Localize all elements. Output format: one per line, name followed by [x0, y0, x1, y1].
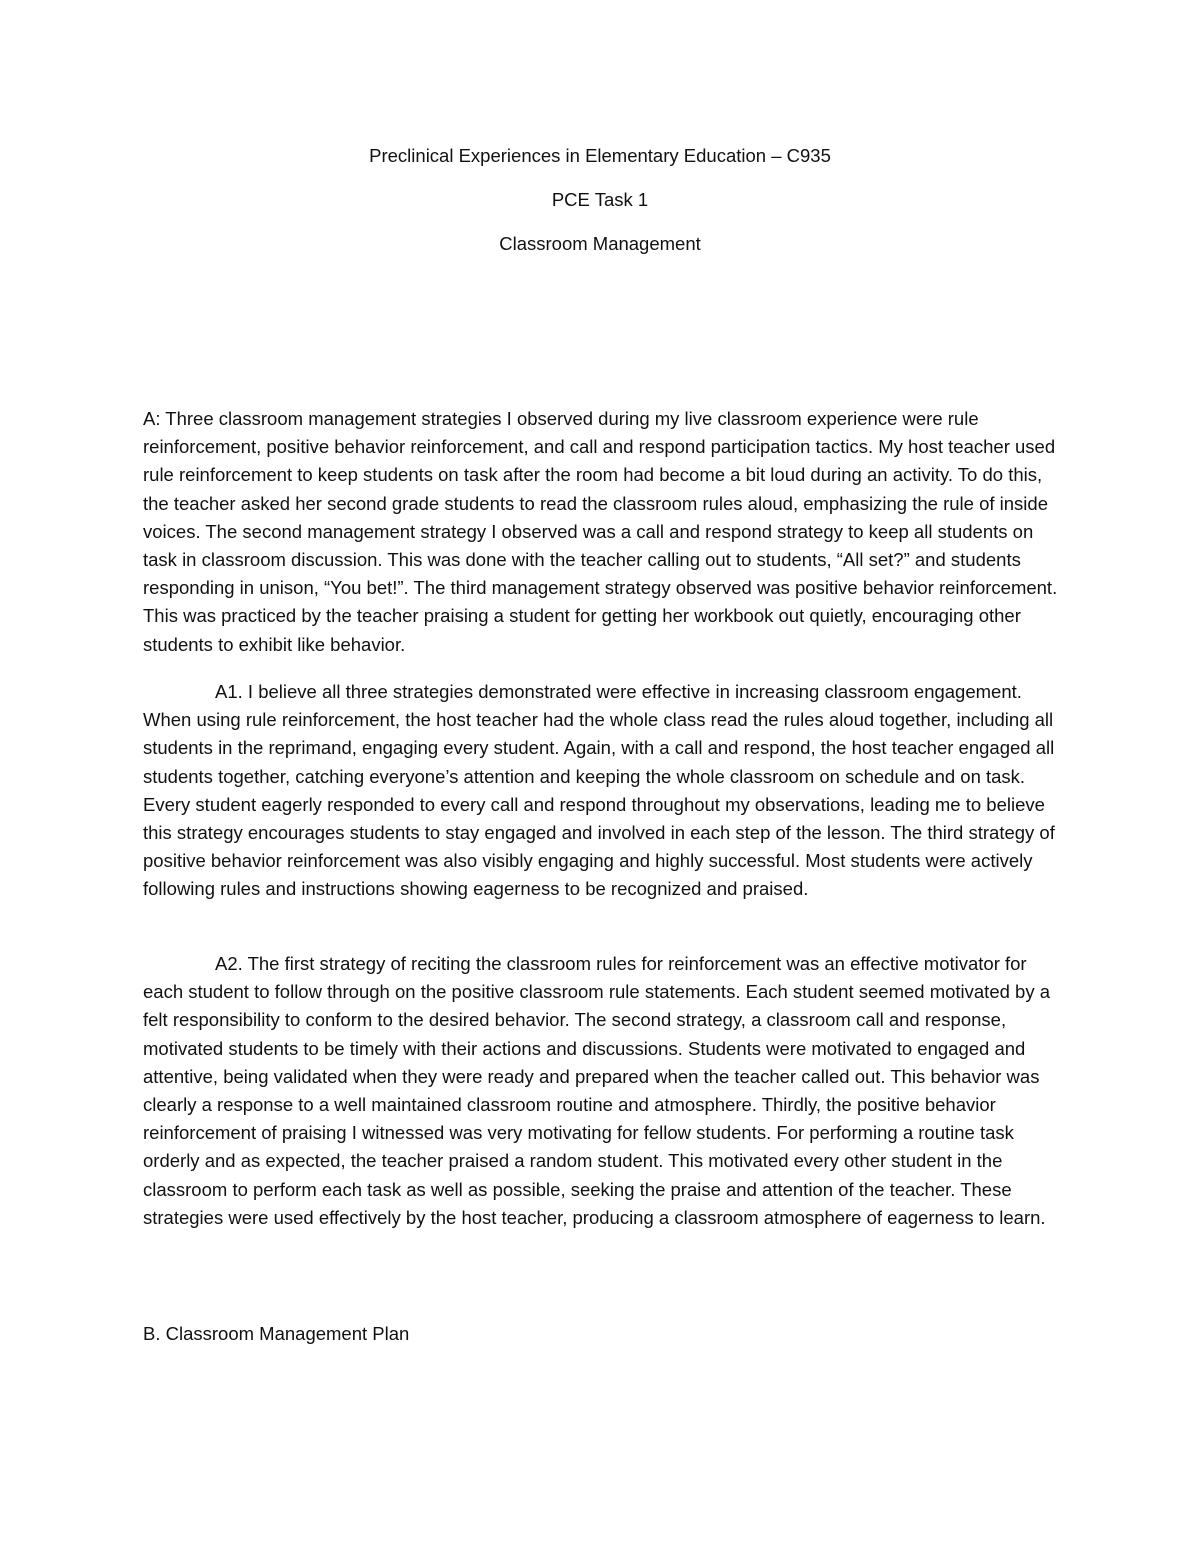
section-a1-paragraph: A1. I believe all three strategies demonstrated were effective in increasing classroom engagement. When using rule reinforcement, the host teacher had the whole class read the rules aloud together, including all students in the reprimand, engaging every student. Again, with a call and respond, the host teacher engaged all students together, catching everyone’s attention and keeping the whole classroom on schedule and on task. Every student eagerly responded to every call and respond throughout my observations, leading me to believe this strategy encourages students to stay engaged and involved in each step of the lesson. The third strategy of positive behavior reinforcement was also visibly engaging and highly successful. Most students were actively following rules and instructions showing eagerness to be recognized and praised.	[143, 681, 1055, 900]
topic-title-block	[0, 230, 1200, 258]
task-title-block	[0, 186, 1200, 214]
course-title-block	[0, 142, 1200, 170]
section-a	[143, 405, 1058, 659]
section-b-heading: B. Classroom Management Plan	[143, 1323, 410, 1344]
section-b	[143, 1320, 1058, 1348]
section-a2	[143, 950, 1058, 1232]
task-title: PCE Task 1	[551, 189, 649, 210]
course-title: Preclinical Experiences in Elementary Education – C935	[369, 145, 831, 166]
topic-title: Classroom Management	[499, 233, 701, 254]
section-a2-paragraph: A2. The first strategy of reciting the classroom rules for reinforcement was an effective motivator for each student to follow through on the positive classroom rule statements. Each student seemed motivated by a felt responsibility to conform to the desired behavior. The second strategy, a classroom call and response, motivated students to be timely with their actions and discussions. Students were motivated to engaged and attentive, being validated when they were ready and prepared when the teacher called out. This behavior was clearly a response to a well maintained classroom routine and atmosphere. Thirdly, the positive behavior reinforcement of praising I witnessed was very motivating for fellow students. For performing a routine task orderly and as expected, the teacher praised a random student. This motivated every other student in the classroom to perform each task as well as possible, seeking the praise and attention of the teacher. These strategies were used effectively by the host teacher, producing a classroom atmosphere of eagerness to learn.	[143, 953, 1051, 1228]
section-a-paragraph: A: Three classroom management strategies I observed during my live classroom experience were rule reinforcement, positive behavior reinforcement, and call and respond participation tactics. My host teacher used rule reinforcement to keep students on task after the room had become a bit loud during an activity. To do this, the teacher asked her second grade students to read the classroom rules aloud, emphasizing the rule of inside voices. The second management strategy I observed was a call and respond strategy to keep all students on task in classroom discussion. This was done with the teacher calling out to students, “All set?” and students responding in unison, “You bet!”. The third management strategy observed was positive behavior reinforcement. This was practiced by the teacher praising a student for getting her workbook out quietly, encouraging other students to exhibit like behavior.	[143, 408, 1058, 655]
section-a1	[143, 678, 1058, 904]
